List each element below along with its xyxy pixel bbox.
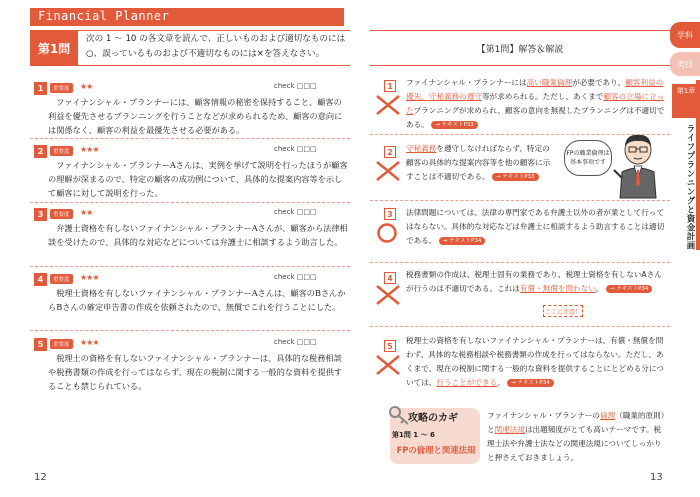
speech-bubble: FPの職業倫理は基本事項です bbox=[564, 140, 612, 176]
page-number-right: 13 bbox=[650, 472, 663, 483]
question-text: 税理士の資格を有しないファイナンシャル・プランナーは、具体的な税務相談や税務書類の作成を行ってはならず、現在の税制に関する一般的な資料を提供することも禁じられている。 bbox=[48, 353, 343, 391]
check-boxes[interactable]: check □□□ bbox=[274, 208, 317, 216]
tab-jitsugi[interactable]: 実技 bbox=[670, 52, 700, 76]
importance-badge: 重要度 bbox=[50, 339, 73, 349]
key-range: 第1問 1 〜 6 bbox=[392, 431, 435, 439]
wrong-mark-icon bbox=[374, 354, 402, 376]
answer-number: 3 bbox=[384, 208, 396, 220]
answer-number: 5 bbox=[384, 340, 396, 352]
wrong-mark-icon bbox=[374, 94, 402, 116]
question-text: ファイナンシャル・プランナーAさんは、実例を挙げて説明を行ったほうが顧客の理解が深まるので、特定の顧客の成功例について、具体的な提案内容等を示して顧客に対して説明を行った。 bbox=[48, 160, 348, 198]
page-title: Financial Planner bbox=[38, 9, 170, 23]
tab-gakka[interactable]: 学科 bbox=[670, 22, 700, 48]
question-badge: 第1問 bbox=[30, 31, 78, 65]
importance-stars: ★★ bbox=[80, 82, 93, 91]
answer-number: 4 bbox=[384, 272, 396, 284]
text-reference[interactable]: → テキストP33 bbox=[492, 173, 539, 181]
question-text: 税理士資格を有しないファイナンシャル・プランナーAさんは、顧客のBさんからBさんの確定申告書の作成を依頼されたので、無償でこれを行うことにした。 bbox=[48, 288, 346, 312]
check-boxes[interactable]: check □□□ bbox=[274, 145, 317, 153]
question-text: ファイナンシャル・プランナーには、顧客情報の秘密を保持すること、顧客の利益を優先させるプランニングを行うことなどが求められるため、顧客の意向には関係なく、顧客の利益を最優先させる必要がある。 bbox=[48, 97, 343, 135]
divider bbox=[370, 262, 670, 263]
importance-stars: ★★ bbox=[80, 208, 93, 217]
importance-stars: ★★★ bbox=[80, 273, 99, 282]
question-number: 2 bbox=[34, 145, 47, 158]
answer-text: 守秘義務を遵守しなければならず、特定の顧客の具体的な提案内容等を他の顧客に示すことは不適切である。 → テキストP33 bbox=[406, 144, 551, 181]
answer-text: 法律問題については、法律の専門家である弁護士以外の者が業として行ってはならない。具体的な対応などは弁護士に相談するよう助言することは適切である。 → テキストP34 bbox=[406, 208, 665, 245]
check-boxes[interactable]: check □□□ bbox=[274, 338, 317, 346]
answer-number: 2 bbox=[384, 146, 396, 158]
divider bbox=[30, 330, 350, 331]
importance-badge: 重要度 bbox=[50, 83, 73, 93]
question-number: 1 bbox=[34, 82, 47, 95]
page-number-left: 12 bbox=[34, 472, 47, 483]
question-header bbox=[30, 30, 350, 66]
wrong-mark-icon bbox=[374, 284, 402, 306]
text-reference[interactable]: → テキストP34 bbox=[439, 237, 486, 245]
chapter-title: ライフプランニングと資金計画 bbox=[685, 124, 695, 250]
text-reference[interactable]: → テキストP34 bbox=[606, 285, 653, 293]
key-icon bbox=[388, 404, 410, 426]
check-boxes[interactable]: check □□□ bbox=[274, 273, 317, 281]
question-number: 3 bbox=[34, 208, 47, 221]
check-boxes[interactable]: check □□□ bbox=[274, 82, 317, 90]
importance-badge: 重要度 bbox=[50, 209, 73, 219]
question-number: 4 bbox=[34, 273, 47, 286]
divider bbox=[30, 138, 350, 139]
importance-stars: ★★★ bbox=[80, 338, 99, 347]
text-reference[interactable]: → テキストP33 bbox=[431, 121, 478, 129]
key-topic: FPの倫理と関連法規 bbox=[396, 445, 476, 455]
divider bbox=[370, 326, 670, 327]
wrong-mark-icon bbox=[374, 160, 402, 182]
teacher-illustration-icon bbox=[612, 130, 662, 200]
importance-badge: 重要度 bbox=[50, 274, 73, 284]
answer-text: ファイナンシャル・プランナーには高い職業倫理が必要であり、顧客利益の優先、守秘義務の遵守等が求められる。ただし、あくまで顧客の立場に立ったプランニングが求められ、顧客の意向を無視したプランニングは不適切である。 → テキストP33 bbox=[406, 78, 665, 129]
question-number: 5 bbox=[34, 338, 47, 351]
text-reference[interactable]: → テキストP34 bbox=[507, 379, 554, 387]
divider bbox=[370, 200, 670, 201]
question-instruction: 次の 1 〜 10 の各文章を読んで、正しいものおよび適切なものには○、誤っているものおよび不適切なものには×を答えなさい。 bbox=[86, 34, 346, 59]
divider bbox=[30, 202, 350, 203]
answer-text: 税理士の資格を有しないファイナンシャル・プランナーは、有償・無償を問わず、具体的な税務相談や税務書類の作成を行ってはならない。ただし、あくまで、現在の税制に関する一般的な資料を提供することにとどめる分については、行うことができる。 → テキストP34 bbox=[406, 336, 664, 387]
answer-header: 【第1問】解答＆解説 bbox=[370, 30, 670, 66]
divider bbox=[30, 266, 350, 267]
answer-text: 税務書類の作成は、税理士固有の業務であり、税理士資格を有しないAさんが行うのは不適切である。これは有償・無償を問わない。 → テキストP34 bbox=[406, 270, 662, 293]
importance-badge: 重要度 bbox=[50, 146, 73, 156]
attention-callout: ここに注意！ bbox=[543, 305, 583, 317]
importance-stars: ★★★ bbox=[80, 145, 99, 154]
key-title: 攻略のカギ bbox=[408, 413, 458, 424]
question-text: 弁護士資格を有しないファイナンシャル・プランナーAさんが、顧客から法律相談を受けたので、具体的な対応などについては弁護士に相談するよう助言した。 bbox=[48, 223, 348, 247]
key-description: ファイナンシャル・プランナーの倫理（職業的原則）と関連法規は出題頻度がとても高いテーマです。税理士法や弁護士法などの関連法規についてしっかりと押さえておきましょう。 bbox=[487, 411, 665, 462]
chapter-badge: 第1章 bbox=[672, 84, 700, 118]
answer-number: 1 bbox=[384, 80, 396, 92]
correct-mark-icon bbox=[374, 222, 400, 244]
